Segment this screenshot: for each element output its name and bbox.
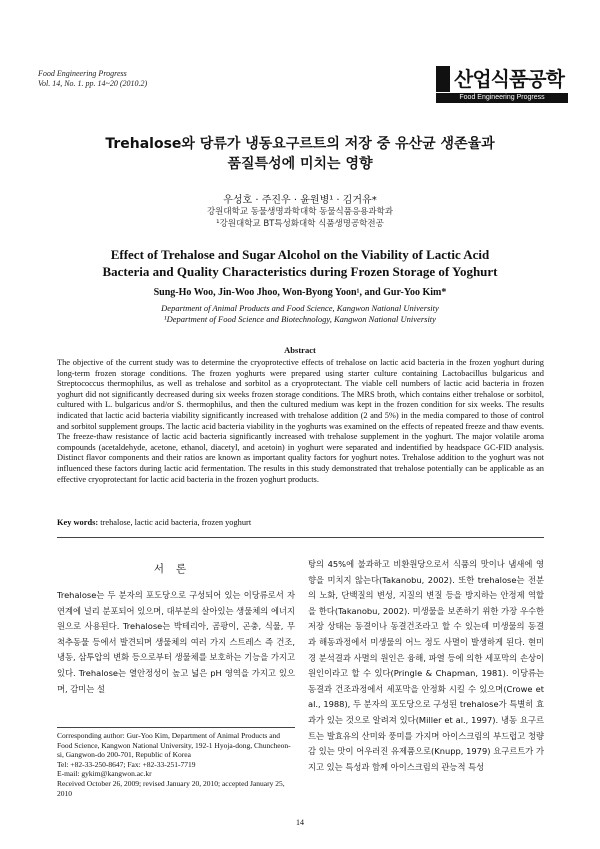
english-authors: Sung-Ho Woo, Jin-Woo Jhoo, Won-Byong Yoon¹, and Gur-Yoo Kim* [153, 287, 447, 298]
korean-affiliation-2: ¹강원대학교 BT특성화대학 식품생명공학전공 [216, 219, 384, 229]
journal-header [38, 69, 147, 89]
logo-title: 산업식품공학 [454, 67, 564, 91]
korean-title-line2: 품질특성에 미치는 영향 [227, 156, 373, 172]
contact-email: E-mail: gykim@kangwon.ac.kr [57, 769, 152, 779]
keywords [57, 518, 544, 527]
abstract-text: The objective of the current study was to determine the cryoprotective effects of trehalose on lactic acid bacteria in the frozen yoghurt during long-term frozen storage conditions. The frozen yoghurts were prepared using starter culture containing Lactobacillus bulgaricus and Streptococcus thermophilus, as well as trehalose and sorbitol as a cryoprotectant. The viable cell numbers of lactic acid bacteria in frozen yoghurt did not significantly decreased during six weeks frozen storage conditions. The MRS broth, which contains either trehalose or sorbitol, cultured with L. bulgaricus and/or S. thermophilus, and then the cultured medium was kept in the frozen condition for six weeks. The results indicated that lactic acid bacteria viability significantly increased with trehalose addition (2 and 5%) in the media compared to those of control and sorbitol supplement groups. The lactic acid bacteria viability in the yoghurts was examined on the effects of repeated freeze and thaw events. The freeze-thaw resistance of lactic acid bacteria significantly increased with trehalose supplement in the yoghurt. The major volatile aroma compounds (acetaldehyde, acetone, ethanol, diacetyl, and acetoin) in yoghurt were separated and indentified by headspace GC-FID analysis. Distinct flavor components and their ratios are known as important quality factors for yoghurt notes. Trehalose addition to the yoghurt was not influenced these factors during lactic acid fermentation. The results in this study demonstrated that trehalose potentially can be applicable as an effective cryoprotectant for lactic acid bacteria in the frozen yoghurt products. [57, 358, 544, 484]
english-affiliation-2: ¹Department of Food Science and Biotechnology, Kangwon National University [164, 314, 436, 324]
english-affiliation-1: Department of Animal Products and Food Science, Kangwon National University [161, 303, 439, 313]
english-affiliations [0, 303, 600, 325]
page-number: 14 [296, 818, 304, 827]
abstract-heading: Abstract [284, 345, 316, 355]
logo-subtitle: Food Engineering Progress [436, 93, 568, 103]
journal-name: Food Engineering Progress [38, 69, 127, 78]
left-column [57, 561, 295, 697]
korean-affiliation-1: 강원대학교 동물생명과학대학 동물식품응용과학과 [206, 207, 394, 217]
received-dates: Received October 26, 2009; revised January 20, 2010; accepted January 25, 2010 [57, 778, 285, 798]
journal-volume: Vol. 14, No. 1. pp. 14~20 (2010.2) [38, 79, 148, 88]
keywords-label: Key words: [57, 518, 99, 527]
keywords-text: trehalose, lactic acid bacteria, frozen yoghurt [98, 518, 252, 527]
english-title-line1: Effect of Trehalose and Sugar Alcohol on the Viability of Lactic Acid [110, 247, 490, 262]
english-title-line2: Bacteria and Quality Characteristics during Frozen Storage of Yoghurt [102, 264, 498, 279]
korean-affiliations [0, 206, 600, 230]
contact-phone: Tel: +82-33-250-8647; Fax: +82-33-251-7719 [57, 759, 196, 769]
section-divider [57, 537, 544, 538]
intro-paragraph: Trehalose는 두 분자의 포도당으로 구성되어 있는 이당류로서 자연계에 널리 분포되어 있으며, 대부분의 살아있는 생물체의 에너지원으로 사용된다. Trehalose는 박테리아, 곰팡이, 곤충, 식물, 무척추동물 등에서 발견되며 생물체의 여러 가지 스트레스 즉 건조, 냉동, 삼투압의 변화 등으로부터 생물체를 보호하는 기능을 가지고 있다. Trehalose는 열안정성이 높고 넓은 pH 영역을 가지고 있으며, 감미는 설 [57, 590, 295, 694]
korean-title [0, 134, 600, 174]
right-column-text: 탕의 45%에 불과하고 비환원당으로서 식품의 맛이나 냄새에 영향을 미치지 않는다(Takanobu, 2002). 또한 trehalose는 전분의 노화, 단백질의 변성, 지질의 변질 등을 방지하는 안정제 역할을 한다(Takanobu, 2002). 미생물을 보존하기 위한 가장 우수한 저장 상태는 동결이나 동결건조라고 할 수 있는데 미생물의 동결과 해동과정에서 미생물의 어느 정도 사멸이 발생하게 된다. 현미경 분석결과 사멸의 원인은 융해, 파열 등에 의한 세포막의 손상이 원인이라고 할 수 있다(Pringle & Chapman, 1981). 이당류는 동결과 건조과정에서 세포막을 안정화 시킬 수 있으며(Crowe et al., 1988), 두 분자의 포도당으로 구성된 trehalose가 특별히 효과가 있는 것으로 알려져 있다(Miller et al., 1997). 냉동 요구르트는 발효유의 산미와 풍미를 가지며 아이스크림의 부드럽고 청량감 있는 맛이 어우러진 유제품으로(Knupp, 1979) 요구르트가 가지고 있는 특성과 함께 아이스크림의 관능적 특성 [308, 559, 544, 772]
corresponding-author: Corresponding author: Gur-Yoo Kim, Department of Animal Products and Food Science, Kangwon National University, 192-1 Hyoja-dong, Chuncheon-si, Gangwon-do 200-701, Republic of Korea [57, 731, 291, 760]
journal-logo [436, 66, 568, 102]
logo-mark-icon [436, 66, 450, 92]
correspondence-footnote [57, 727, 295, 798]
english-title [0, 246, 600, 280]
intro-heading: 서론 [153, 563, 199, 575]
korean-title-line1: Trehalose와 당류가 냉동요구르트의 저장 중 유산균 생존율과 [105, 136, 495, 152]
korean-authors: 우성호 · 주진우 · 윤원병¹ · 김거유* [223, 195, 377, 206]
